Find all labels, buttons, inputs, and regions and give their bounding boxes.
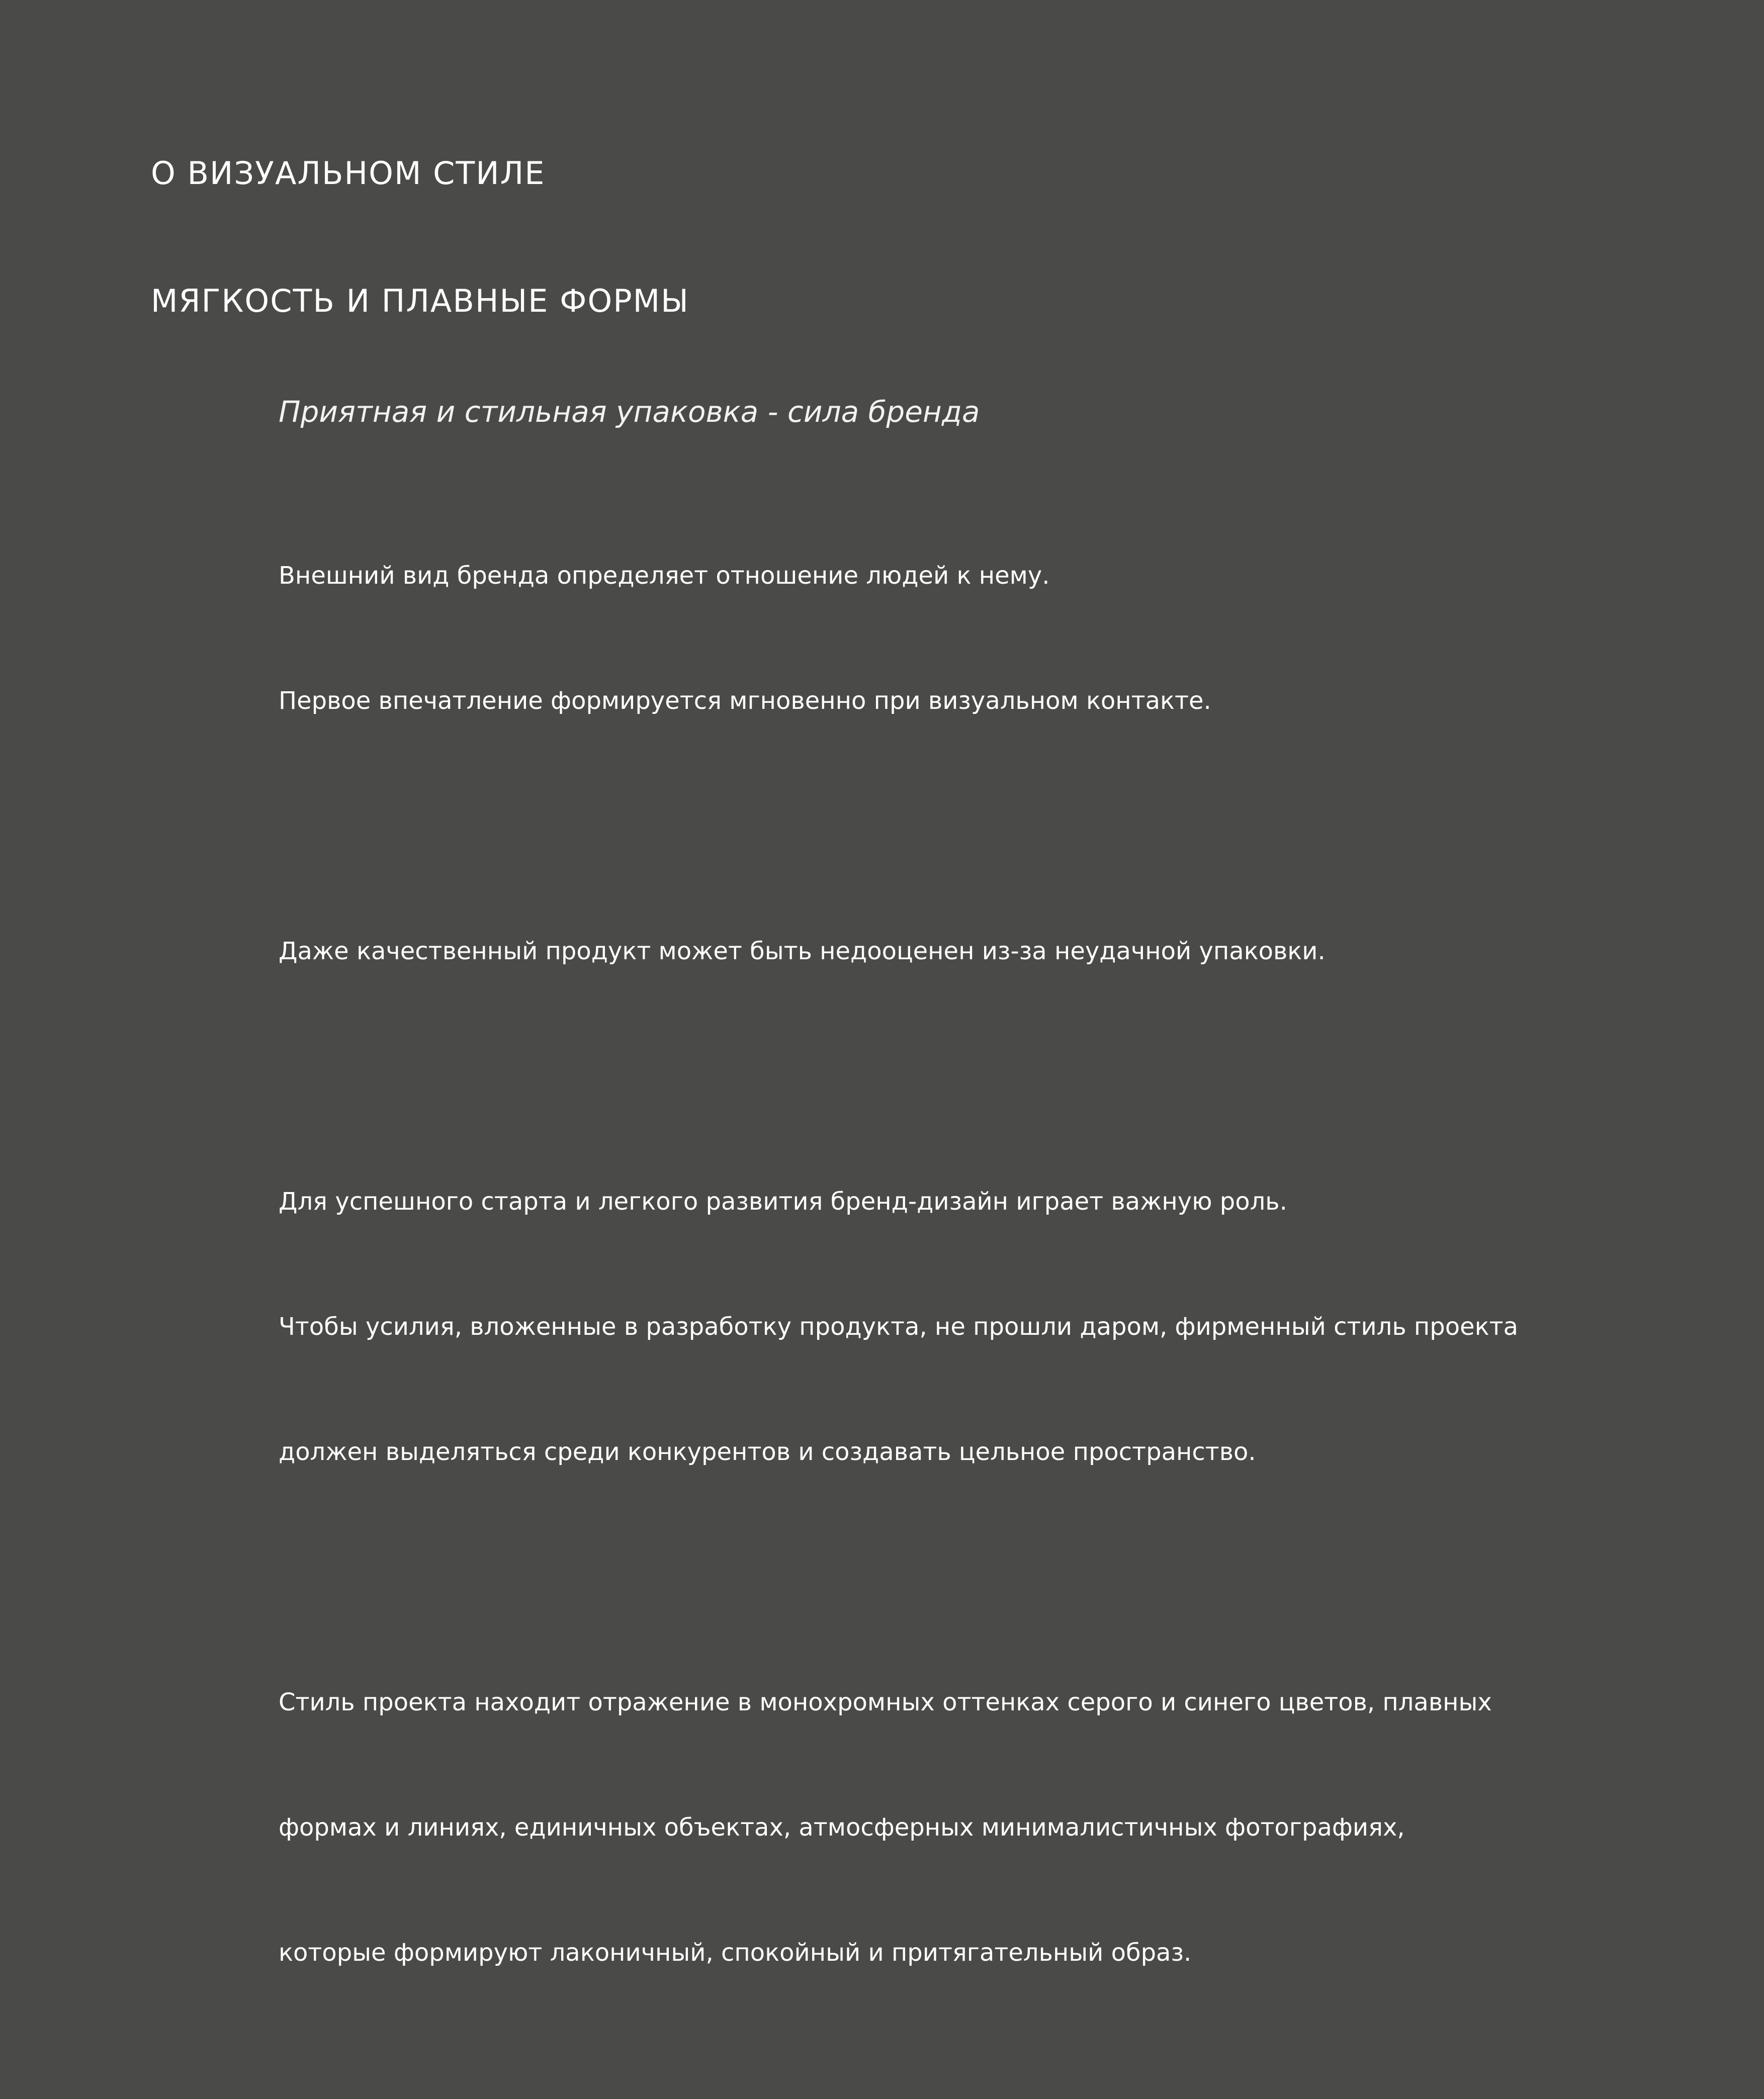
paragraph-line: которые формируют лаконичный, спокойный и притягательный образ. bbox=[279, 1939, 1192, 1967]
paragraph-line: Даже качественный продукт может быть недооценен из-за неудачной упаковки. bbox=[279, 937, 1326, 965]
paragraph-line: формах и линиях, единичных объектах, атмосферных минималистичных фотографиях, bbox=[279, 1813, 1405, 1842]
paragraph bbox=[279, 1598, 1636, 2057]
paragraph bbox=[279, 1098, 1636, 1557]
paragraph bbox=[279, 847, 1636, 1056]
paragraph-line: Для успешного старта и легкого развития бренд-дизайн играет важную роль. bbox=[279, 1188, 1287, 1216]
paragraph-line: Первое впечатление формируется мгновенно при визуальном контакте. bbox=[279, 687, 1211, 715]
subtitle: Приятная и стильная упаковка - сила бренда bbox=[279, 395, 980, 429]
section-title: О ВИЗУАЛЬНОМ СТИЛЕ bbox=[151, 155, 546, 192]
subsection-title: МЯГКОСТЬ И ПЛАВНЫЕ ФОРМЫ bbox=[151, 283, 689, 319]
paragraph-line: Внешний вид бренда определяет отношение людей к нему. bbox=[279, 562, 1050, 590]
body-content bbox=[279, 397, 1636, 2099]
paragraph-line: Чтобы усилия, вложенные в разработку продукта, не прошли даром, фирменный стиль проекта bbox=[279, 1313, 1518, 1341]
paragraph-line: должен выделяться среди конкурентов и создавать цельное пространство. bbox=[279, 1438, 1256, 1466]
paragraph-line: Стиль проекта находит отражение в монохромных оттенках серого и синего цветов, плавных bbox=[279, 1688, 1492, 1716]
paragraph bbox=[279, 472, 1636, 805]
